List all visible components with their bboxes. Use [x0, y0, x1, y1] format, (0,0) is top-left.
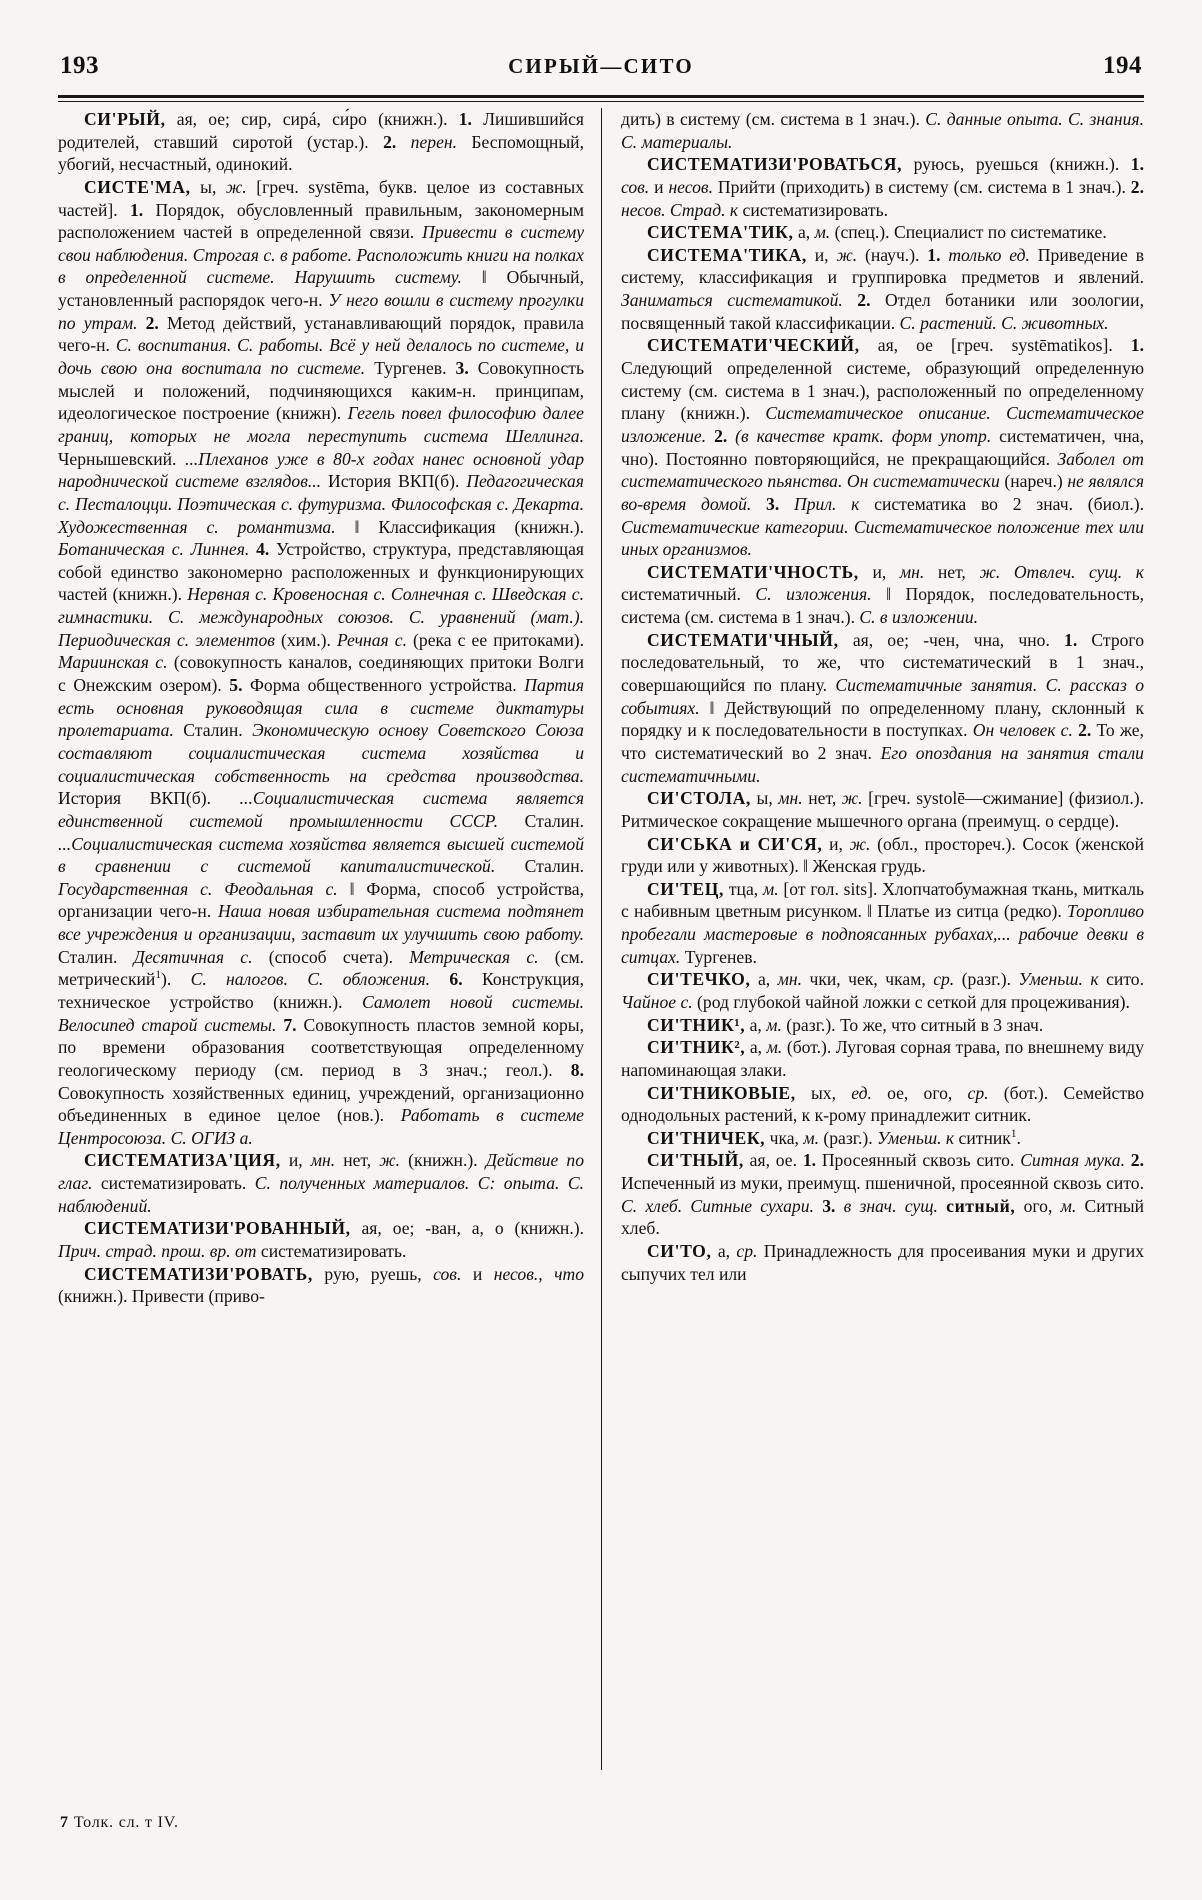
headword: СИСТЕМАТИЗИ'РОВАННЫЙ, — [84, 1218, 351, 1239]
entry-sistematichnost — [621, 561, 1144, 629]
headword: СИ'СТОЛА, — [647, 788, 751, 809]
running-title: СИРЫЙ—СИТО — [508, 54, 694, 78]
entry-body: чка, м. (разг.). Уменьш. к ситник$^1$. — [769, 1127, 1021, 1148]
entry-sito — [621, 1240, 1144, 1285]
page-signature — [60, 1814, 179, 1832]
headword: СИ'ТО, — [647, 1241, 712, 1262]
entry-sistematik — [621, 221, 1144, 244]
headword: СИСТЕМАТИ'ЧНОСТЬ, — [647, 561, 859, 582]
entry-body: ая, ое; сир, сирá, си́ро (книжн.). 1. Лишившийся родителей, ставший сиротой (устар.). 2. перен. Беспомощный, убогий, несчастный, одинокий. — [58, 109, 584, 175]
entry-siryy — [58, 108, 584, 176]
entry-sistematicheskiy — [621, 334, 1144, 560]
entry-body: ая, ое [греч. systēmatikos]. 1. Следующий определенной системе, образующий определенную систему (см. система в 1 знач.), расположенный по определенному плану (книжн.). Систематическое описание. Систематическое изложение. 2. (в качестве кратк. форм употр. систематичен, чна, чно). Постоянно повторяющийся, не прекращающийся. Заболел от систематического пьянства. Он систематически (нареч.) не являлся во-время домой. 3. Прил. к систематика во 2 знач. (биол.). Систематические категории. Систематическое положение тех или иных организмов. — [621, 335, 1144, 560]
entry-body: ы, мн. нет, ж. [греч. systolē—сжимание] (физиол.). Ритмическое сокращение мышечного органа (преимущ. о сердце). — [621, 788, 1144, 831]
entry-sitnik-1 — [621, 1014, 1144, 1037]
entry-sistola — [621, 787, 1144, 832]
headword: СИ'ТНИК², — [647, 1037, 746, 1058]
column-left — [58, 108, 601, 1770]
entry-body: ых, ед. ое, ого, ср. (бот.). Семейство однодольных растений, к к-рому принадлежит ситник. — [621, 1082, 1145, 1126]
entry-body: рую, руешь, сов. и несов., что (книжн.). Привести (приво- — [58, 1263, 584, 1307]
entry-body: а, м. (спец.). Специалист по систематике. — [797, 222, 1107, 243]
headword: СИСТЕ'МА, — [84, 176, 191, 197]
entry-sitnyy — [621, 1149, 1144, 1240]
headword: СИ'ТЕЧКО, — [647, 969, 751, 990]
entry-body: и, мн. нет, ж. (книжн.). Действие по глаг. систематизировать. С. полученных материалов. С: опыта. С. наблюдений. — [58, 1150, 584, 1216]
headword: СИСТЕМАТИЗИ'РОВАТЬСЯ, — [647, 154, 903, 175]
signature-text: Толк. сл. т IV. — [73, 1814, 179, 1831]
entry-sistematizaciya — [58, 1149, 584, 1217]
headword: СИ'ТЕЦ, — [647, 878, 725, 899]
headword: СИ'ТНИКОВЫЕ, — [647, 1082, 796, 1103]
entry-sistema — [58, 176, 584, 1150]
entry-body: дить) в систему (см. система в 1 знач.). С. данные опыта. С. знания. С. материалы. — [621, 109, 1144, 152]
entry-siska — [621, 833, 1144, 878]
entry-body: тца, м. [от гол. sits]. Хлопчатобумажная ткань, миткаль с набивным цветным рисунком. ‖ Платье из ситца (редко). Торопливо пробегали мастеровые в подпоясанных рубахах,... рабочие девки в ситцах. Тургенев. — [621, 878, 1144, 967]
headword: СИСТЕМАТИ'ЧНЫЙ, — [647, 629, 839, 650]
entry-sitec — [621, 878, 1144, 969]
entry-body: ая, ое; -ван, а, о (книжн.). Прич. страд. прош. вр. от систематизировать. — [58, 1218, 584, 1262]
entry-body: а, м. (разг.). То же, что ситный в 3 знач. — [749, 1014, 1044, 1035]
entry-sistematichnyy — [621, 629, 1144, 787]
entry-body: а, ср. Принадлежность для просеивания муки и других сыпучих тел или — [621, 1241, 1145, 1284]
headword: СИСТЕМАТИЗИ'РОВАТЬ, — [84, 1263, 313, 1284]
headword: СИСТЕМА'ТИКА, — [647, 244, 807, 265]
headword: СИ'ТНИК¹, — [647, 1014, 746, 1035]
text-columns — [58, 108, 1144, 1770]
entry-body: а, м. (бот.). Луговая сорная трава, по внешнему виду напоминающая злаки. — [621, 1037, 1144, 1080]
headword: СИ'РЫЙ, — [84, 109, 166, 129]
entry-sitechko — [621, 968, 1144, 1013]
entry-body: ая, ое; -чен, чна, чно. 1. Строго последовательный, то же, что систематический в 1 знач., совершающийся по плану. Систематичные занятия. С. рассказ о событиях. ‖ Действующий по определенному плану, склонный к порядку и к последовательности в поступках. Он человек с. 2. То же, что систематический во 2 знач. Его опоздания на занятия стали систематичными. — [621, 629, 1144, 786]
entry-body: и, ж. (науч.). 1. только ед. Приведение в систему, классификация и группировка предметов и явлений. Заниматься систематикой. 2. Отдел ботаники или зоологии, посвященный такой классификации. С. растений. С. животных. — [621, 244, 1145, 333]
entry-body: а, мн. чки, чек, чкам, ср. (разг.). Уменьш. к сито. Чайное с. (род глубокой чайной ложки с сеткой для процеживания). — [621, 969, 1144, 1012]
folio-right: 194 — [1103, 52, 1142, 79]
headword: СИ'СЬКА и СИ'СЯ, — [647, 833, 823, 854]
headword: СИ'ТНЫЙ, — [647, 1150, 744, 1171]
signature-number: 7 — [60, 1814, 69, 1831]
entry-body: ы, ж. [греч. systēma, букв. целое из составных частей]. 1. Порядок, обусловленный правильным, закономерным расположением частей в определенной связи. Привести в систему свои наблюдения. Строгая с. в работе. Расположить книги на полках в определенной системе. Нарушить систему. ‖ Обычный, установленный распорядок чего-н. У него вошли в систему прогулки по утрам. 2. Метод действий, устанавливающий порядок, правила чего-н. С. воспитания. С. работы. Всё у ней делалось по системе, и дочь свою она воспитала по системе. Тургенев. 3. Совокупность мыслей и положений, подчиняющихся каким-н. принципам, идеологическое построение (книжн). Гегель повел философию далее границ, которых не могла переступить система Шеллинга. Чернышевский. ...Плеханов уже в 80-х годах нанес основной удар народнической системе взглядов... История ВКП(б). Педагогическая с. Песталоцци. Поэтическая с. футуризма. Философская с. Декарта. Художественная с. романтизма. ‖ Классификация (книжн.). Ботаническая с. Линнея. 4. Устройство, структура, представляющая собой единство закономерно расположенных и функционирующих частей (книжн.). Нервная с. Кровеносная с. Солнечная с. Шведская с. гимнастики. С. международных союзов. С. уравнений (мат.). Периодическая с. элементов (хим.). Речная с. (река с ее притоками). Мариинская с. (совокупность каналов, соединяющих притоки Волги с Онежским озером). 5. Форма общественного устройства. Партия есть основная руководящая сила в системе диктатуры пролетариата. Сталин. Экономическую основу Советского Союза составляют социалистическая система хозяйства и социалистическая собственность на средства производства. История ВКП(б). ...Социалистическая система является единственной системой промышленности СССР. Сталин. ...Социалистическая система хозяйства является высшей системой в сравнении с системой капиталистической. Сталин. Государственная с. Феодальная с. ‖ Форма, способ устройства, организации чего-н. Наша новая избирательная система подтянет все учреждения и организации, заставит их улучшить свою работу. Сталин. Десятичная с. (способ счета). Метрическая с. (см. метрический$^1$). С. налогов. С. обложения. 6. Конструкция, техническое устройство (книжн.). Самолет новой системы. Велосипед старой системы. 7. Совокупность пластов земной коры, по времени образования соответствующая определенному геологическому периоду (см. период в 3 знач.; геол.). 8. Совокупность хозяйственных единиц, учреждений, организационно объединенных в единое целое (нов.). Работать в системе Центросоюза. С. ОГИЗ а. — [58, 176, 585, 1148]
headword: СИСТЕМАТИЗА'ЦИЯ, — [84, 1150, 281, 1171]
column-right — [601, 108, 1144, 1770]
entry-sistematizirovannyy — [58, 1217, 584, 1262]
entry-sitnichek — [621, 1127, 1144, 1150]
header-rule — [58, 95, 1144, 102]
entry-sistematika — [621, 244, 1144, 335]
entry-body: ая, ое. 1. Просеянный сквозь сито. Ситная мука. 2. Испеченный из муки, преимущ. пшеничной, просеянной сквозь сито. С. хлеб. Ситные сухари. 3. в знач. сущ. ситный, ого, м. Ситный хлеб. — [621, 1150, 1144, 1239]
headword: СИСТЕМА'ТИК, — [647, 222, 794, 243]
entry-body: и, мн. нет, ж. Отвлеч. сущ. к систематичный. С. изложения. ‖ Порядок, последовательность, система (см. система в 1 знач.). С. в изложении. — [621, 561, 1144, 628]
entry-sitnik-2 — [621, 1036, 1144, 1081]
headword: СИСТЕМАТИ'ЧЕСКИЙ, — [647, 335, 860, 356]
headword: СИ'ТНИЧЕК, — [647, 1127, 766, 1148]
entry-continuation — [621, 108, 1144, 153]
entry-sitnikovye — [621, 1082, 1144, 1127]
entry-body: и, ж. (обл., простореч.). Сосок (женской груди или у животных). ‖ Женская грудь. — [621, 833, 1145, 877]
folio-left: 193 — [60, 52, 99, 79]
entry-body: руюсь, руешься (книжн.). 1. сов. и несов. Прийти (приходить) в систему (см. система в 1 знач.). 2. несов. Страд. к систематизировать. — [621, 154, 1144, 220]
entry-sistematizirovatsya — [621, 153, 1144, 221]
running-head — [60, 52, 1142, 86]
entry-sistematizirovat — [58, 1263, 584, 1308]
